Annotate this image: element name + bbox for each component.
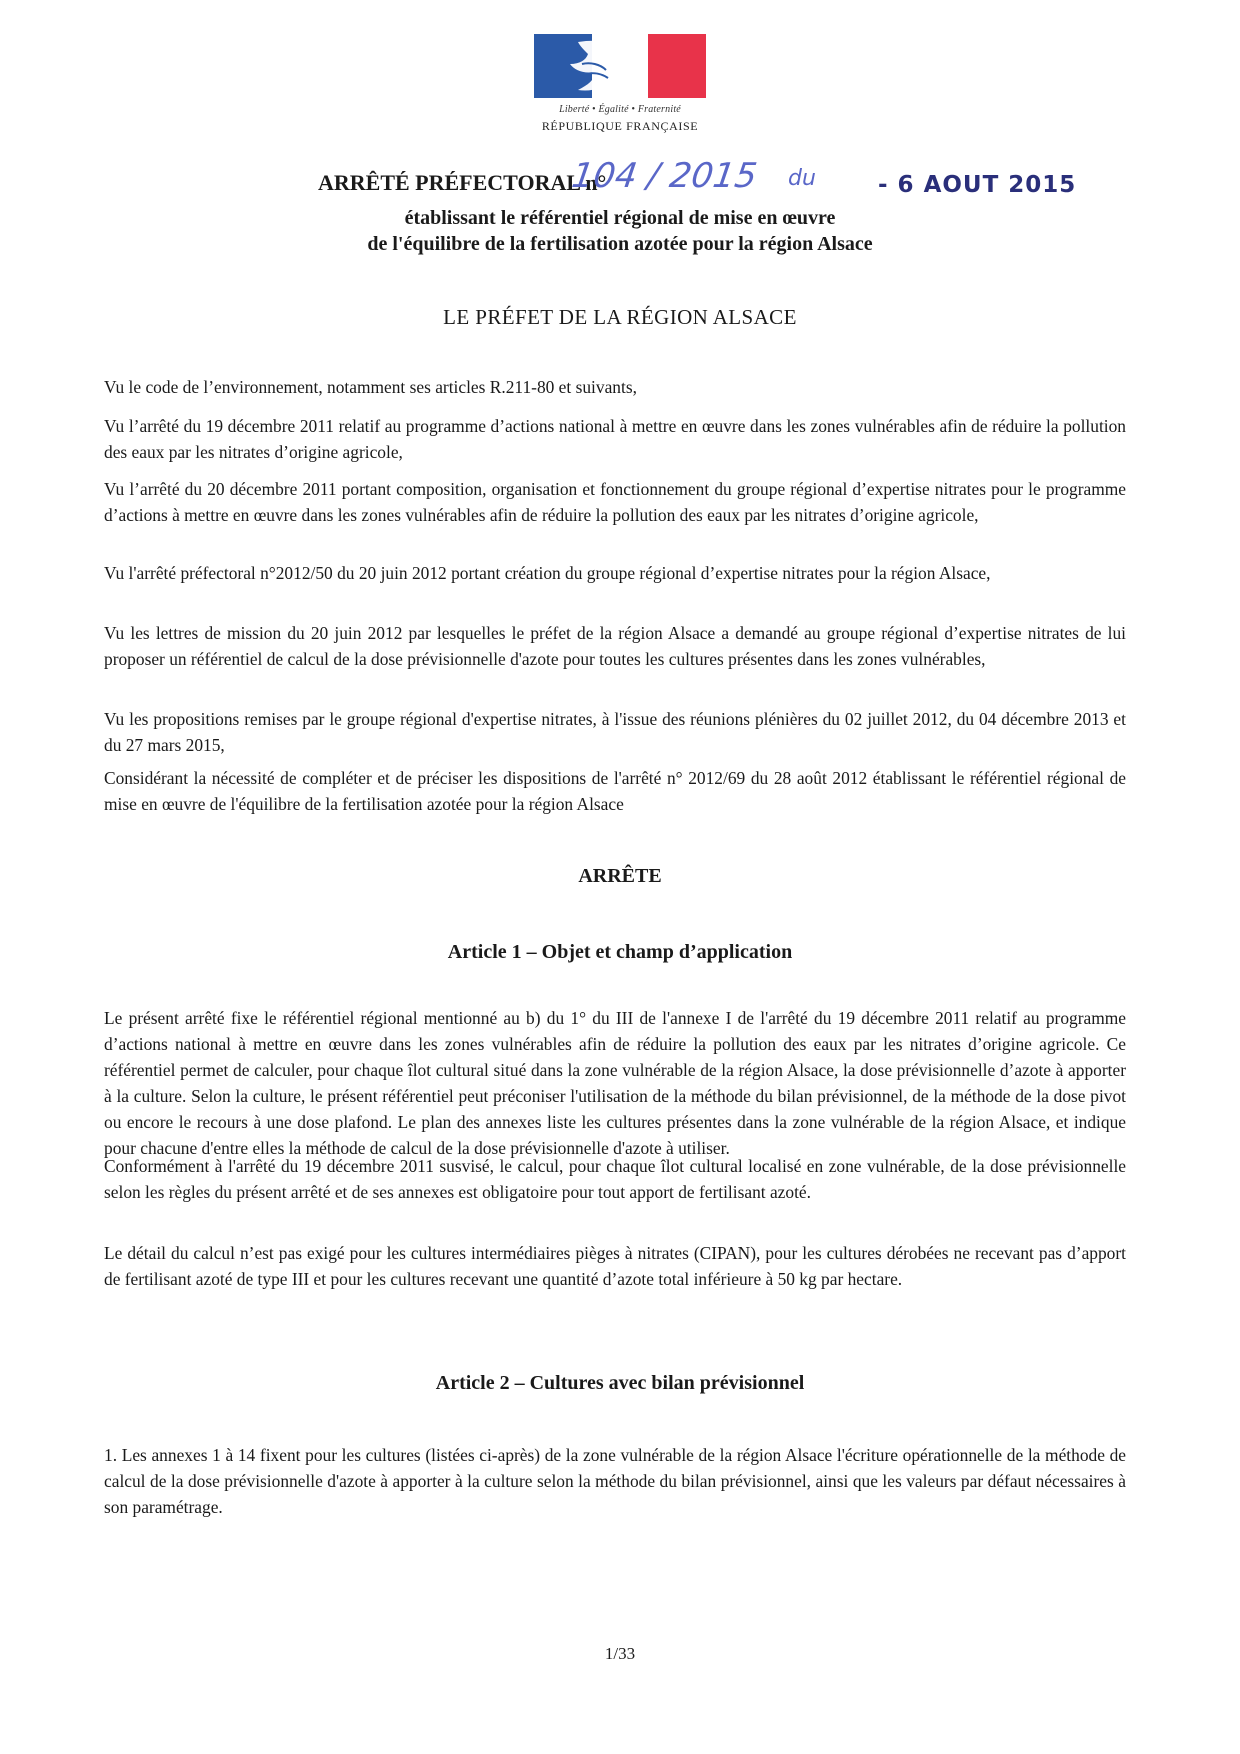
title-prefix: ARRÊTÉ PRÉFECTORAL n° <box>318 170 607 195</box>
arrete-heading: ARRÊTE <box>578 865 662 887</box>
article-1-heading: Article 1 – Objet et champ d’application <box>447 941 793 963</box>
republique-logo <box>530 34 710 134</box>
handwritten-number: 104 / 2015 <box>569 156 760 196</box>
date-stamp: - 6 AOUT 2015 <box>878 172 1077 198</box>
visa-paragraph: Vu les lettres de mission du 20 juin 2012 par lesquelles le préfet de la région Alsace a demandé au groupe régional d’expertise nitrates de lui proposer un référentiel de calcul de la dose prévisionnelle d'azote pour toutes les cultures présentes dans les zones vulnérables, <box>104 623 1126 669</box>
considerant-paragraph: Considérant la nécessité de compléter et de préciser les dispositions de l'arrêté n° 2012/69 du 28 août 2012 établissant le référentiel régional de mise en œuvre de l'équilibre de la fertilisation azotée pour la région Alsace <box>104 768 1126 814</box>
article-2-paragraph: 1. Les annexes 1 à 14 fixent pour les cultures (listées ci-après) de la zone vulnérable de la région Alsace l'écriture opérationnelle de la méthode de calcul de la dose prévisionnelle d'azote à apporter à la culture selon la méthode du bilan prévisionnel, ainsi que les valeurs par défaut nécessaires à son paramétrage. <box>104 1445 1126 1517</box>
visa-paragraph: Vu l’arrêté du 19 décembre 2011 relatif au programme d’actions national à mettre en œuvre dans les zones vulnérables afin de réduire la pollution des eaux par les nitrates d’origine agricole, <box>104 416 1126 462</box>
article-2-heading: Article 2 – Cultures avec bilan prévisionnel <box>435 1372 805 1394</box>
article-1-paragraph: Le présent arrêté fixe le référentiel régional mentionné au b) du 1° du III de l'annexe I de l'arrêté du 19 décembre 2011 relatif au programme d’actions national à mettre en œuvre dans les zones vulnérables afin de réduire la pollution des eaux par les nitrates d’origine agricole. Ce référentiel permet de calculer, pour chaque îlot cultural situé dans la zone vulnérable de la région Alsace, la dose prévisionnelle d’azote à apporter à la culture. Selon la culture, le présent référentiel peut préconiser l'utilisation de la méthode du bilan prévisionnel, de la méthode de la dose pivot ou encore le recours à une dose plafond. Le plan des annexes liste les cultures présentes dans la zone vulnérable de la région Alsace, et indique pour chacune d'entre elles la méthode de calcul de la dose prévisionnelle d'azote à utiliser. <box>104 1008 1126 1158</box>
motto: Liberté • Égalité • Fraternité <box>559 104 681 115</box>
page-number: 1/33 <box>604 1644 636 1663</box>
article-1-paragraph: Le détail du calcul n’est pas exigé pour les cultures intermédiaires pièges à nitrates (CIPAN), pour les cultures dérobées ne recevant pas d’apport de fertilisant azoté de type III et pour les cultures recevant une quantité d’azote total inférieure à 50 kg par hectare. <box>104 1243 1126 1289</box>
visa-paragraph: Vu le code de l’environnement, notamment ses articles R.211-80 et suivants, <box>104 377 637 397</box>
title-line-3: de l'équilibre de la fertilisation azotée pour la région Alsace <box>367 233 873 255</box>
article-1-paragraph: Conformément à l'arrêté du 19 décembre 2011 susvisé, le calcul, pour chaque îlot cultural localisé en zone vulnérable, de la dose prévisionnelle selon les règles du présent arrêté et de ses annexes est obligatoire pour tout apport de fertilisant azoté. <box>104 1156 1126 1202</box>
title-line-2: établissant le référentiel régional de mise en œuvre <box>404 207 836 229</box>
marianne-flag-icon <box>534 34 706 98</box>
republic-name: RÉPUBLIQUE FRANÇAISE <box>541 119 699 133</box>
visa-paragraph: Vu l’arrêté du 20 décembre 2011 portant composition, organisation et fonctionnement du groupe régional d’expertise nitrates pour le programme d’actions à mettre en œuvre dans les zones vulnérables afin de réduire la pollution des eaux par les nitrates d’origine agricole, <box>104 479 1126 525</box>
prefet-heading: LE PRÉFET DE LA RÉGION ALSACE <box>443 305 797 329</box>
visa-paragraph: Vu l'arrêté préfectoral n°2012/50 du 20 juin 2012 portant création du groupe régional d’expertise nitrates pour la région Alsace, <box>104 563 991 583</box>
visa-paragraph: Vu les propositions remises par le groupe régional d'expertise nitrates, à l'issue des réunions plénières du 02 juillet 2012, du 04 décembre 2013 et du 27 mars 2015, <box>104 709 1126 755</box>
handwritten-du: du <box>788 166 816 191</box>
